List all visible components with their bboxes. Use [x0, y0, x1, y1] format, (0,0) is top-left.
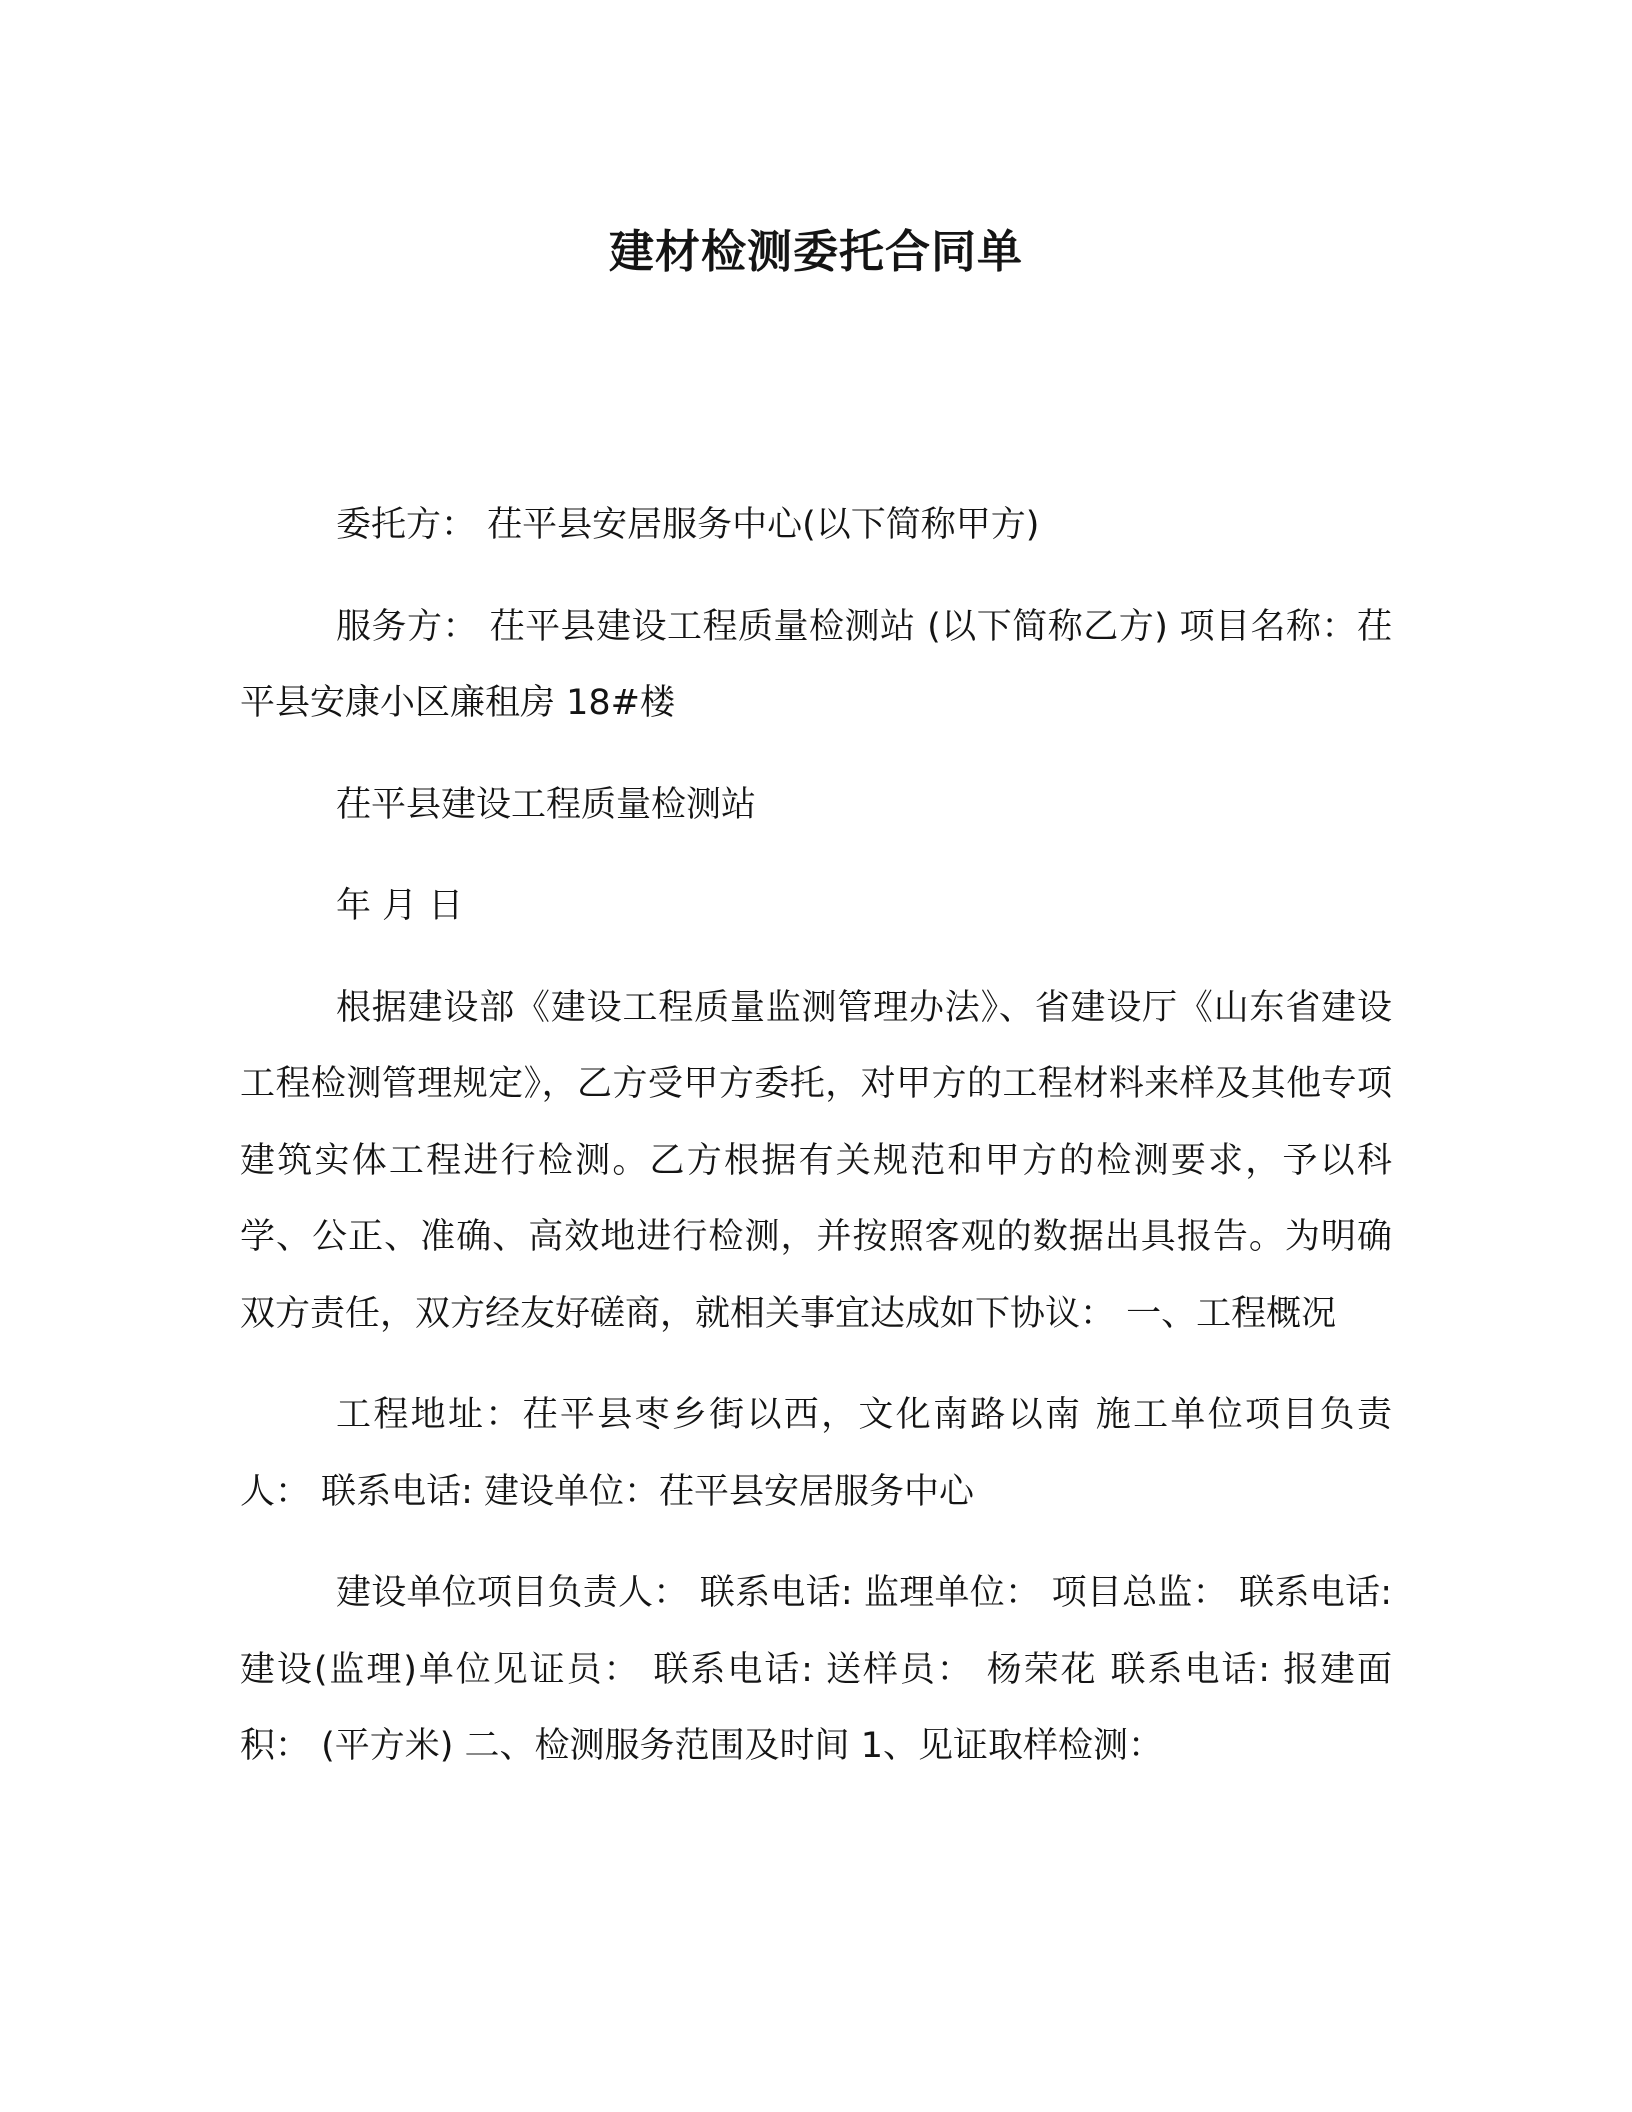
date-paragraph: 年 月 日 [336, 886, 464, 926]
document-title: 建材检测委托合同单 [608, 225, 1023, 278]
service-provider-paragraph: 服务方： 茌平县建设工程质量检测站 (以下简称乙方) 项目名称：茌平县安康小区廉租房 18#楼 [240, 606, 1392, 723]
document-body [240, 487, 1392, 1810]
project-address-paragraph: 工程地址：茌平县枣乡街以西，文化南路以南 施工单位项目负责人： 联系电话: 建设单位：茌平县安居服务中心 [240, 1395, 1392, 1512]
agreement-basis-paragraph: 根据建设部《建设工程质量监测管理办法》、省建设厅《山东省建设工程检测管理规定》，乙方受甲方委托，对甲方的工程材料来样及其他专项建筑实体工程进行检测。乙方根据有关规范和甲方的检测要求，予以科学、公正、准确、高效地进行检测，并按照客观的数据出具报告。为明确双方责任，双方经友好磋商，就相关事宜达成如下协议： 一、工程概况 [240, 987, 1392, 1334]
client-paragraph: 委托方： 茌平县安居服务中心(以下简称甲方) [336, 505, 1040, 545]
contacts-paragraph: 建设单位项目负责人： 联系电话: 监理单位： 项目总监： 联系电话: 建设(监理)单位见证员： 联系电话: 送样员： 杨荣花 联系电话: 报建面积： (平方米) 二、检测服务范围及时间 1、见证取样检测： [240, 1573, 1392, 1766]
signatory-paragraph: 茌平县建设工程质量检测站 [336, 784, 757, 825]
